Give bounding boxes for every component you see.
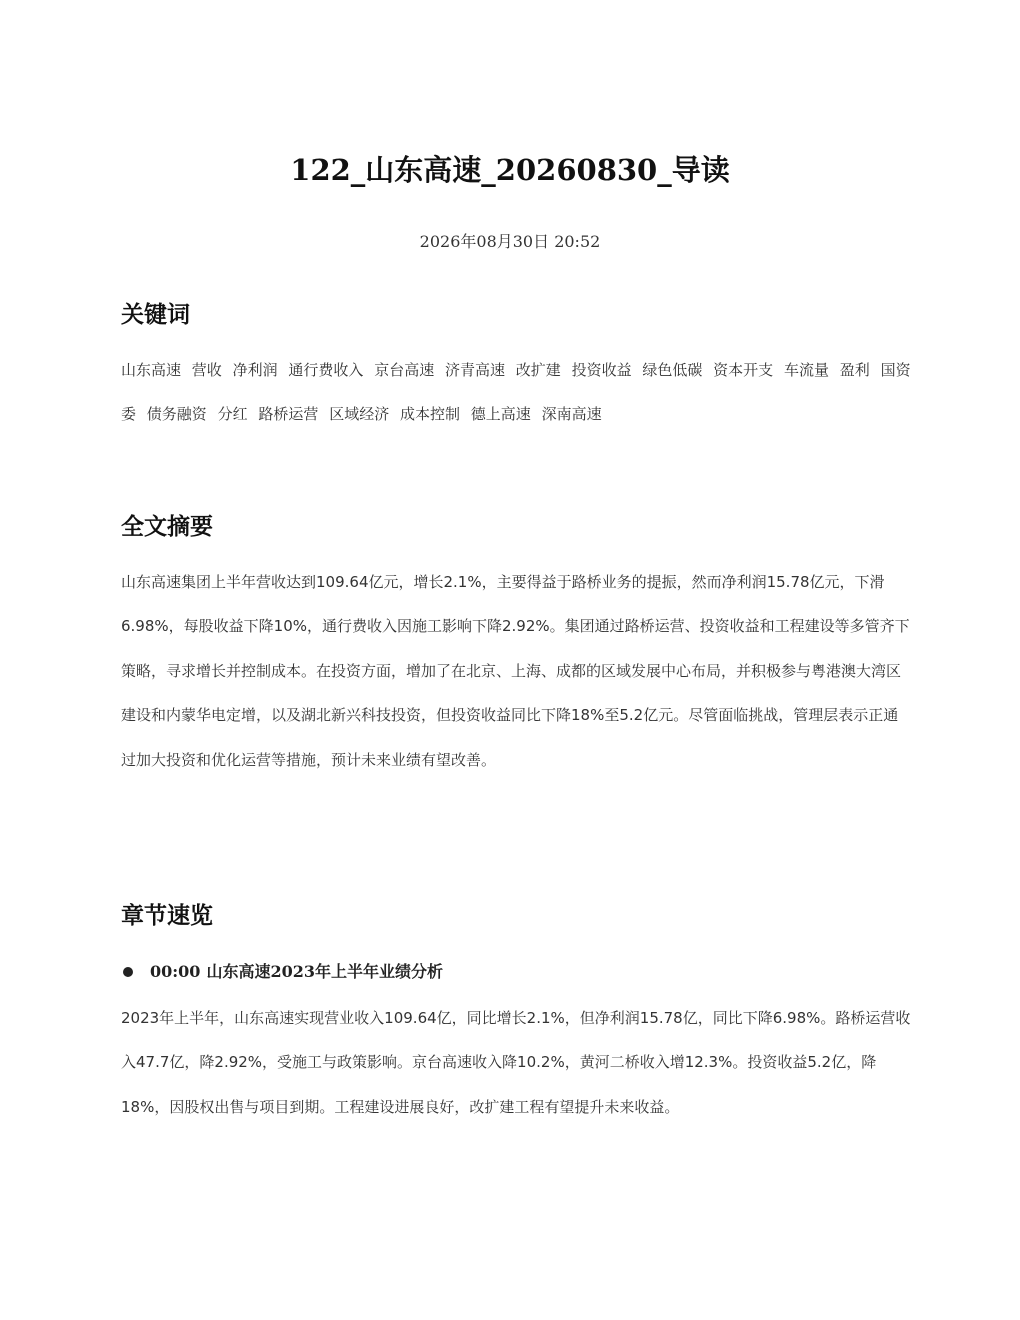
keyword-tag: 投资收益 — [571, 361, 632, 379]
chapter-timestamp: 00:00 — [150, 962, 201, 981]
keyword-tag: 通行费收入 — [288, 361, 364, 379]
keywords-heading: 关键词 — [121, 302, 190, 328]
keyword-tag: 国资委 — [121, 361, 911, 423]
keyword-tag: 山东高速 — [121, 361, 182, 379]
chapters-heading: 章节速览 — [121, 903, 213, 929]
keyword-tag: 改扩建 — [515, 361, 561, 379]
keyword-tag: 区域经济 — [329, 405, 390, 423]
keyword-tag: 盈利 — [839, 361, 870, 379]
keyword-tag: 成本控制 — [399, 405, 460, 423]
chapter-summary-text: 2023年上半年，山东高速实现营业收入109.64亿，同比增长2.1%，但净利润15.78亿，同比下降6.98%。路桥运营收入47.7亿，降2.92%，受施工与政策影响。京台高速收入降10.2%，黄河二桥收入增12.3%。投资收益5.2亿，降18%，因股权出售与项目到期。工程建设进展良好，改扩建工程有望提升未来收益。 — [121, 1009, 911, 1116]
keyword-tag: 德上高速 — [470, 405, 531, 423]
keyword-list — [121, 348, 911, 436]
keyword-tag: 绿色低碳 — [642, 361, 703, 379]
summary-text: 山东高速集团上半年营收达到109.64亿元，增长2.1%，主要得益于路桥业务的提振，然而净利润15.78亿元，下滑6.98%，每股收益下降10%，通行费收入因施工影响下降2.92%。集团通过路桥运营、投资收益和工程建设等多管齐下策略，寻求增长并控制成本。在投资方面，增加了在北京、上海、成都的区域发展中心布局，并积极参与粤港澳大湾区建设和内蒙华电定增，以及湖北新兴科技投资，但投资收益同比下降18%至5.2亿元。尽管面临挑战，管理层表示正通过加大投资和优化运营等措施，预计未来业绩有望改善。 — [121, 573, 910, 769]
chapter-title: 山东高速2023年上半年业绩分析 — [206, 962, 443, 981]
summary-heading: 全文摘要 — [121, 514, 213, 540]
chapter-item — [121, 958, 911, 988]
document-title: 122_山东高速_20260830_导读 — [290, 153, 730, 187]
keyword-tag: 路桥运营 — [258, 405, 319, 423]
keyword-tag: 分红 — [217, 405, 248, 423]
keyword-tag: 债务融资 — [146, 405, 207, 423]
document-date: 2026年08月30日 20:52 — [419, 232, 601, 251]
bullet-icon — [123, 967, 133, 977]
chapter-heading — [150, 958, 443, 986]
keyword-tag: 净利润 — [232, 361, 278, 379]
keyword-tag: 济青高速 — [444, 361, 505, 379]
keyword-tag: 营收 — [191, 361, 222, 379]
keyword-tag: 资本开支 — [713, 361, 774, 379]
keyword-tag: 深南高速 — [541, 405, 602, 423]
keyword-tag: 车流量 — [783, 361, 829, 379]
keyword-tag: 京台高速 — [374, 361, 435, 379]
